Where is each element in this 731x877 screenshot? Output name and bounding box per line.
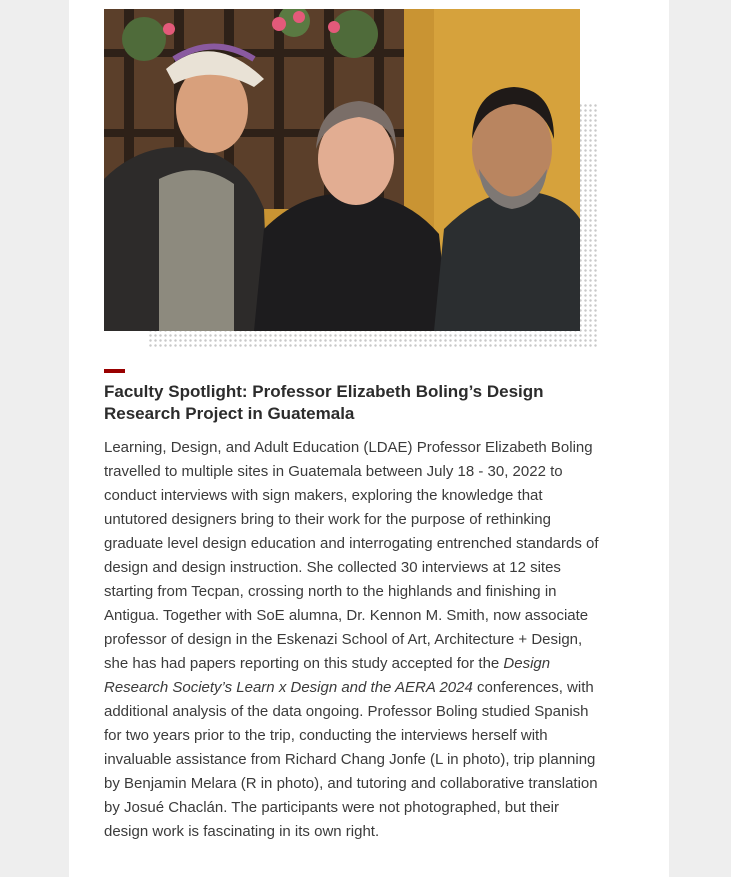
- article-card: [69, 0, 669, 877]
- accent-bar: [104, 369, 125, 373]
- article-body-text: Learning, Design, and Adult Education (LDAE) Professor Elizabeth Boling travelled to multiple sites in Guatemala between July 18 - 30, 2022 to conduct interviews with sign makers, exploring the knowledge that untutored designers bring to their work for the purpose of rethinking graduate level design education and interrogating entrenched standards of design and design instruction. She collected 30 interviews at 12 sites starting from Tecpan, crossing north to the highlands and finishing in Antigua. Together with SoE alumna, Dr. Kennon M. Smith, now associate professor of design in the Eskenazi School of Art, Architecture + Design, she has had papers reporting on this study accepted for the: [104, 439, 599, 672]
- article-headline: Faculty Spotlight: Professor Elizabeth Boling’s Design Research Project in Guatemala: [104, 382, 544, 423]
- article-body-text-continued: conferences, with additional analysis of the data ongoing. Professor Boling studied Spanish for two years prior to the trip, conducting the interviews herself with invaluable assistance from Richard Chang Jonfe (L in photo), trip planning by Benjamin Melara (R in photo), and tutoring and collaborative translation by Josué Chaclán. The participants were not photographed, but their design work is fascinating in its own right.: [104, 679, 598, 840]
- photo-container: [104, 9, 598, 349]
- article-body: [104, 436, 602, 844]
- article-photo: [104, 9, 580, 331]
- article-body-italic: Design Research Society’s Learn x Design and the AERA 2024: [104, 655, 551, 696]
